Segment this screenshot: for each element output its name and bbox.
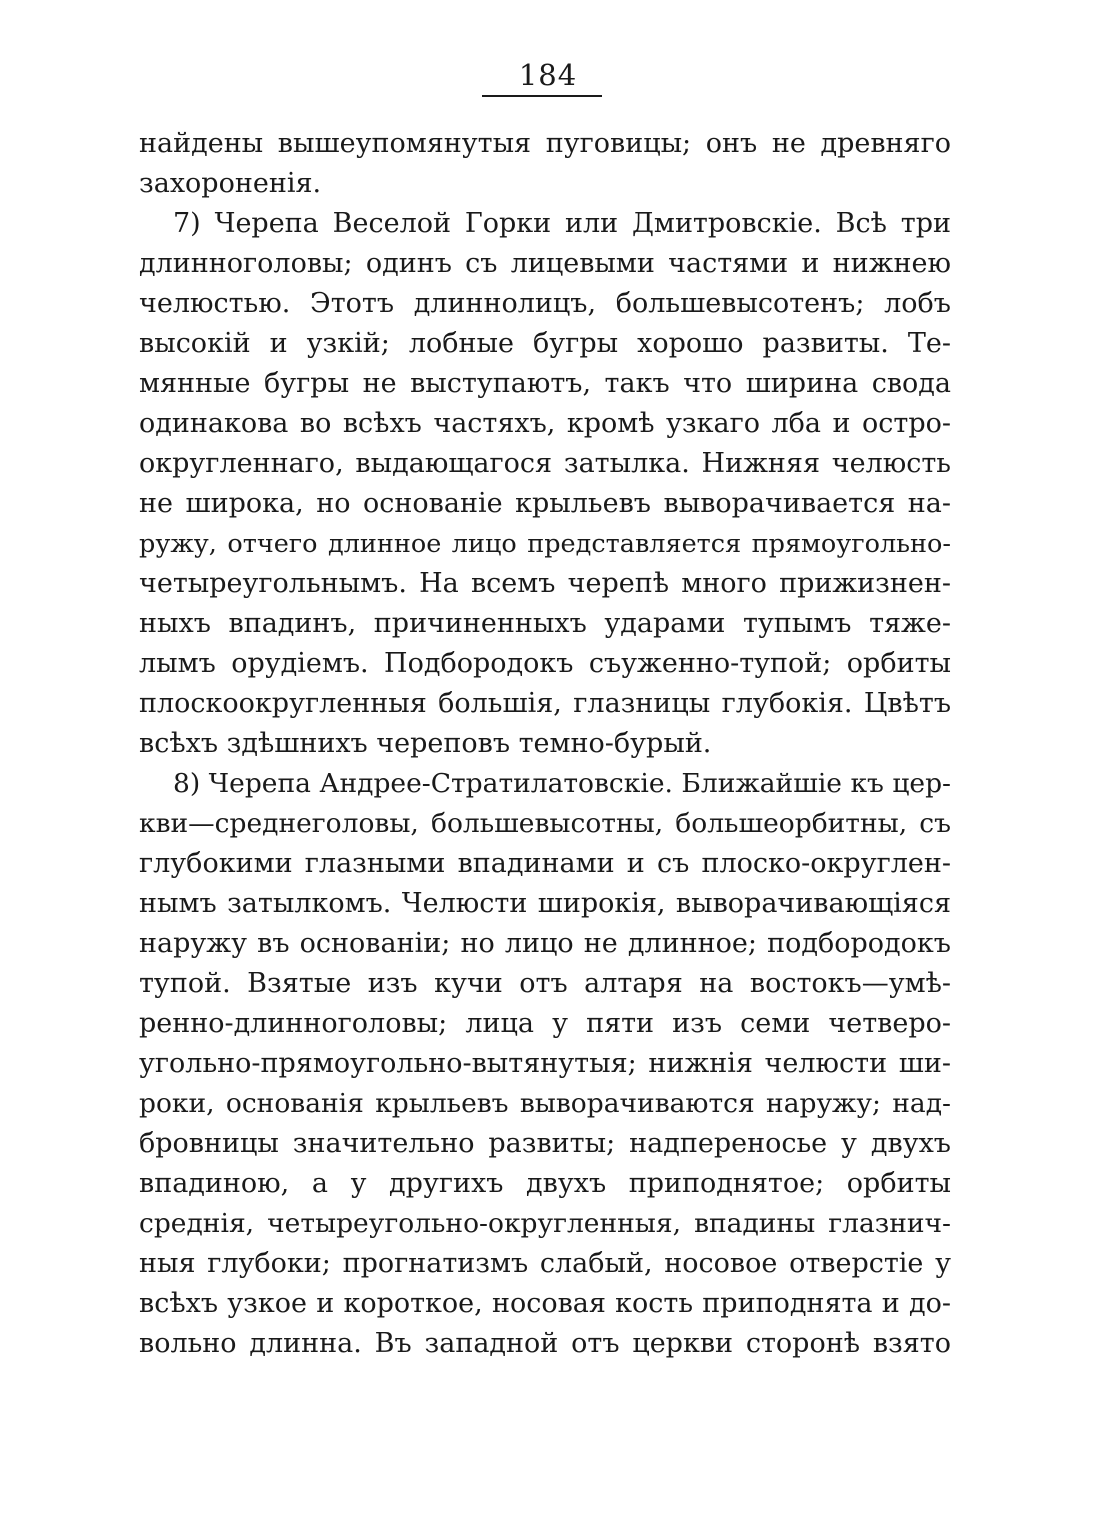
text-line: ныхъ впадинъ, причиненныхъ ударами тупымъ тяже- [139, 608, 951, 639]
text-line: угольно-прямоугольно-вытянутыя; нижнія челюсти ши- [139, 1048, 951, 1079]
text-line: ренно-длинноголовы; лица у пяти изъ семи четверо- [139, 1008, 951, 1039]
text-line: глубокими глазными впадинами и съ плоско-округлен- [139, 848, 951, 879]
text-line: ружу, отчего длинное лицо представляется прямоугольно- [139, 529, 951, 559]
text-line: всѣхъ здѣшнихъ череповъ темно-бурый. [139, 728, 712, 759]
text-line: ныя глубоки; прогнатизмъ слабый, носовое отверстіе у [139, 1248, 951, 1279]
text-line: округленнаго, выдающагося затылка. Нижняя челюсть [139, 448, 951, 479]
text-line: высокій и узкій; лобные бугры хорошо развиты. Те- [139, 328, 951, 359]
text-line: вольно длинна. Въ западной отъ церкви сторонѣ взято [139, 1328, 951, 1359]
text-line: лымъ орудіемъ. Подбородокъ съуженно-тупой; орбиты [139, 648, 951, 679]
paragraph-3 [139, 764, 951, 1364]
text-line: кви—среднеголовы, большевысотны, большеорбитны, съ [139, 808, 951, 839]
text-line: четыреугольнымъ. На всемъ черепѣ много прижизнен- [139, 568, 951, 599]
text-line: плоскоокругленныя большія, глазницы глубокія. Цвѣтъ [139, 688, 951, 719]
text-line: тупой. Взятые изъ кучи отъ алтаря на востокъ—умѣ- [139, 968, 951, 999]
body-text [139, 124, 951, 1364]
text-line: бровницы значительно развиты; надпереносье у двухъ [139, 1128, 951, 1159]
text-line: нымъ затылкомъ. Челюсти широкія, выворачивающіяся [139, 888, 951, 919]
paragraph-1 [139, 124, 951, 204]
text-line: захороненія. [139, 168, 322, 199]
text-line: не широка, но основаніе крыльевъ выворачивается на- [139, 488, 951, 519]
text-line: одинакова во всѣхъ частяхъ, кромѣ узкаго лба и остро- [139, 408, 951, 439]
text-line: 8) Черепа Андрее-Стратилатовскіе. Ближайшіе къ цер- [173, 768, 951, 799]
paragraph-2 [139, 204, 951, 764]
text-line: найдены вышеупомянутыя пуговицы; онъ не древняго [139, 128, 951, 159]
text-line: 7) Черепа Веселой Горки или Дмитровскіе. Всѣ три [173, 208, 951, 239]
page-number: 184 [518, 58, 578, 92]
text-line: наружу въ основаніи; но лицо не длинное; подбородокъ [139, 928, 951, 959]
text-line: роки, основанія крыльевъ выворачиваются наружу; над- [139, 1088, 951, 1119]
text-line: длинноголовы; одинъ съ лицевыми частями и нижнею [139, 248, 951, 279]
text-line: мянные бугры не выступаютъ, такъ что ширина свода [139, 368, 951, 399]
text-line: челюстью. Этотъ длиннолицъ, большевысотенъ; лобъ [139, 288, 951, 319]
page-number-rule [482, 95, 602, 97]
text-line: всѣхъ узкое и короткое, носовая кость приподнята и до- [139, 1288, 951, 1319]
text-line: впадиною, а у другихъ двухъ приподнятое; орбиты [139, 1168, 951, 1199]
text-line: среднія, четыреугольно-округленныя, впадины глазнич- [139, 1208, 951, 1239]
